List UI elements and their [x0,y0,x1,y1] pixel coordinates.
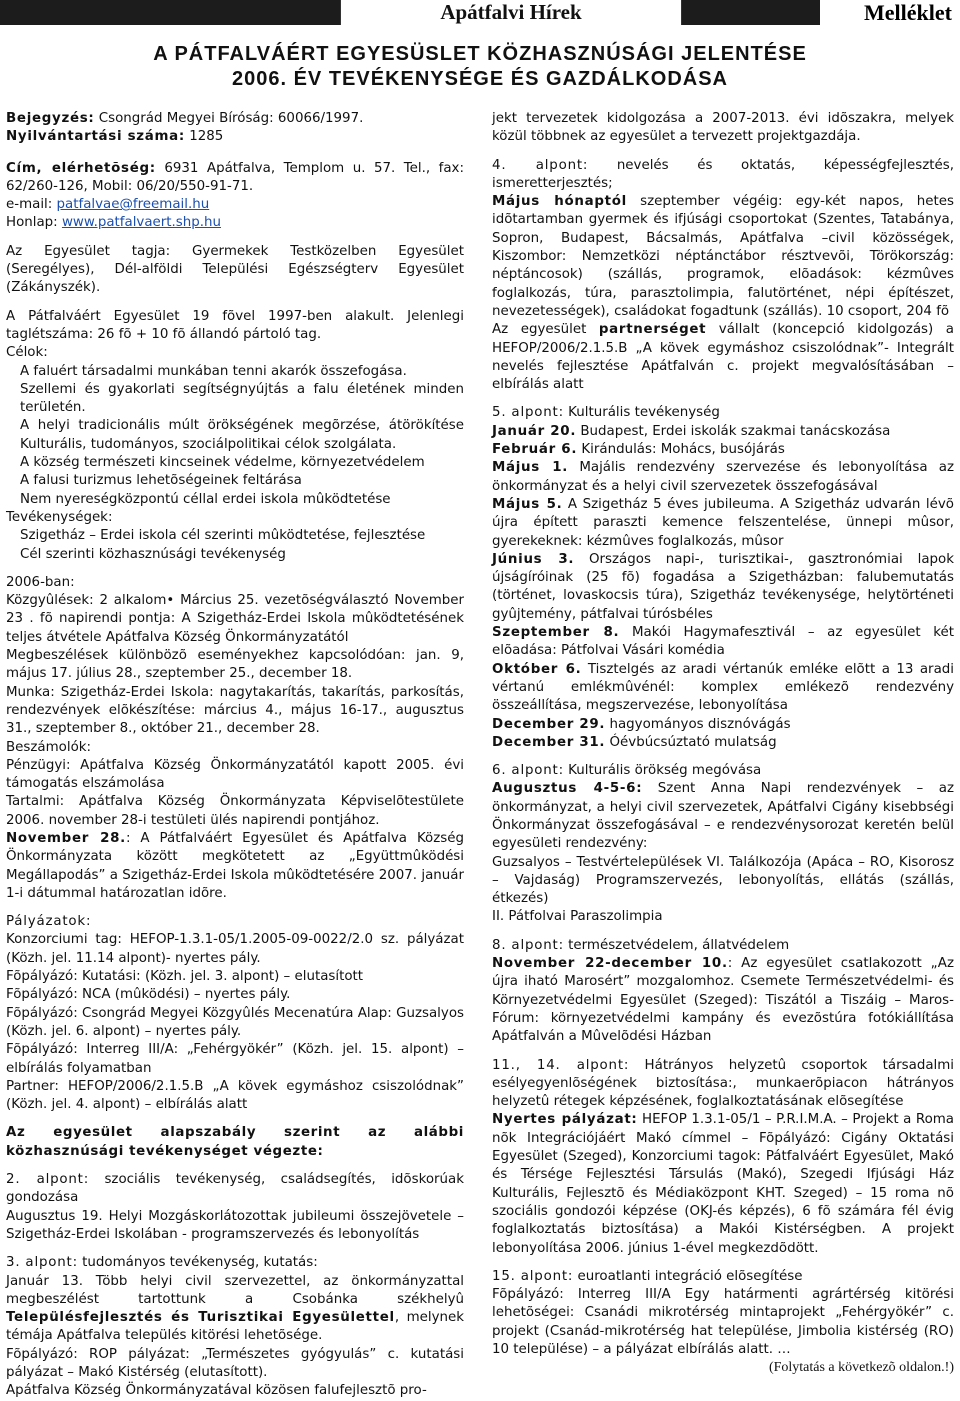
interreg-application: Fõpályázó: Interreg III/A Egy határmenti agrártérség kitörési lehetõségei: Csanádi mikrotérség mintaprojekt „Fehérgyökér” c. projekt (Csanád-mikrotérség hat települése, Jimbolia kistérség (RO) 10 települése) – a pályázat elbírálás alatt. … [492,1287,954,1357]
event-item: Június 3. Országos napi-, turisztikai-, gasztronómiai lapok újságíróinak (25 fõ) fogadása a Szigetházban: falubemutatás (történet, lovaskocsis túra), Szigetház tevékenysége, helytörténeti gyûjtemény, pátfalvai túrósbéles [492,551,954,622]
email-line: e-mail: patfalvae@freemail.hu [6,197,210,213]
goal-item: A helyi tradicionális múlt örökségének megõrzése, átörökítése Kulturális, tudományos, szociálpolitikai célok szolgálata. [20,418,464,452]
work: Munka: Szigetház-Erdei Iskola: nagytakarítás, takarítás, parkosítás, rendezvények elõkészítése: március 4., május 16-17., augusztus 31., szeptember 8., október 21., december 28. [6,684,464,737]
partnership: Az egyesület partnerséget vállalt (koncepció kidolgozás) a HEFOP/2006/2.1.5.B „A kövek egymáshoz csiszolódnak”- Integrált nevelés fejlesztése Apátfalván c. projekt megvalósításában – elbírálás alatt [492,322,954,393]
guzsalyos: Guzsalyos – Testvértelepülések VI. Találkozója (Apáca – RO, Kisorosz – Vajdaság) Programszervezés, lebonyolítás, ellátás (szállás, étkezés) [492,854,954,907]
application-item: Partner: HEFOP/2006/2.1.5.B „A kövek egymáshoz csiszolódnak” (Közh. jel. 4. alpont) – elbírálás alatt [6,1078,464,1113]
goal-item: Szellemi és gyakorlati segítségnyújtás a falu életének minden területén. [20,381,464,416]
website-link[interactable]: www.patfalvaert.shp.hu [61,215,222,231]
winning-application: Nyertes pályázat: HEFOP 1.3.1-05/1 – P.R.I.M.A. – Projekt a Roma nõk Integrációjáért Makó címmel – Fõpályázó: Cigány Oktatási Egyesület (Szeged), Konzorciumi tagok: Pátfalváért Egyesület, Makó és Térsége Fejlesztési Társulás (Makó), Szegedi Ifjúsági Ház Kulturális, Fejlesztõ és Médiaközpont KHT. Szeged) – 15 roma nõ szociális gondozói képzése (OKJ-és képzés), 6 fõ számára fél évig foglalkoztatás biztosítása) a Makói Kistérségben. A projekt lebonyolítása 2006. június 1-ével megkezdõdött. [492,1112,955,1256]
august-events: Augusztus 4-5-6: Szent Anna Napi rendezvények – az önkormányzat, a helyi civil szervezetek, Apátfalvi Cigány kisebbségi Önkormányzat összefogásával – e rendezvénysorozat keretén belül egyesületi rendezvény: [492,781,955,852]
event-item: Május 1. Majális rendezvény szervezése és lebonyolítása az önkormányzat és a helyi civil szervezetek összefogásával [492,460,954,494]
reports-heading: Beszámolók: [6,739,92,755]
email-link[interactable]: patfalvae@freemail.hu [56,197,210,213]
point-2-text: Augusztus 19. Helyi Mozgáskorlátozottak jubileumi összejövetele – Szigetház-Erdei Iskolában - programszervezés és lebonyolítás [6,1208,464,1242]
goal-item: Nem nyereségközpontú céllal erdei iskola mûködtetése [20,491,391,507]
event-item: December 29. hagyományos disznóvágás [492,716,791,732]
newspaper-title: Apátfalvi Hírek [440,0,582,24]
point-8-heading: 8. alpont: természetvédelem, állatvédelem [492,937,790,953]
statute-heading: Az egyesület alapszabály szerint az alábbi közhasznúsági tevékenységet végezte: [6,1125,464,1159]
website-line: Honlap: www.patfalvaert.shp.hu [6,215,222,231]
point-5-heading: 5. alpont: Kulturális tevékenység [492,405,720,421]
activity-item: Szigetház – Erdei iskola cél szerinti mûködtetése, fejlesztése [20,528,426,544]
goal-item: A faluért társadalmi munkában tenni akarók összefogása. [20,363,407,379]
meetings: Megbeszélések különbözõ eseményekhez kapcsolódóan: jan. 9, május 17. július 28., szeptember 25., december 18. [6,648,464,682]
general-assemblies: Közgyûlések: 2 alkalom• Március 25. vezetõségválasztó November 23 . fõ napirendi pontja: A Szigetház-Erdei Iskola mûködtetésének teljes átvétele Apátfalva Község Önkormányzatától [6,593,464,645]
application-item: Fõpályázó: Interreg III/A: „Fehérgyökér” (Közh. jel. 15. alpont) – elbírálás folyamatban [6,1042,464,1076]
goal-item: A falusi turizmus lehetõségeinek feltárása [20,473,302,489]
point-6-heading: 6. alpont: Kulturális örökség megóvása [492,763,762,779]
applications-heading: Pályázatok: [6,914,92,930]
page-header [0,0,960,28]
activities-heading: Tevékenységek: [6,509,113,525]
application-item: Fõpályázó: Csongrád Megyei Közgyûlés Mecenatúra Alap: Guzsalyos (Közh. jel. 6. alpont) – nyertes pály. [6,1005,464,1039]
left-column [6,110,464,1401]
continued-note: (Folytatás a következõ oldalon.!) [768,1360,954,1376]
event-item: Február 6. Kirándulás: Mohács, busójárás [492,442,785,458]
membership: Az Egyesület tagja: Gyermekek Testközelben Egyesület (Seregélyes), Dél-alföldi Települési Egészségterv Egyesület (Zákányszék). [6,243,464,296]
founded: A Pátfalváért Egyesület 19 fõvel 1997-ben alakult. Jelenlegi taglétszáma: 26 fõ + 10 fõ állandó pártoló tag. [6,308,464,342]
report-title-line1: A PÁTFALVÁÉRT EGYESÜSLET KÖZHASZNÚSÁGI JELENTÉSE [153,43,807,65]
november-agreement: November 28.: A Pátfalváért Egyesület és Apátfalva Község Önkormányzata között megkötetett az „Együttmûködési Megállapodás” a Szigetház-Erdei Iskola mûködtetésére 2007. január 1-i dátummal határozatlan idõre. [6,830,464,901]
report-title-line2: 2006. ÉV TEVÉKENYSÉGE ÉS GAZDÁLKODÁSA [231,68,728,90]
event-item: Október 6. Tisztelgés az aradi vértanúk emléke elõtt a 13 aradi vértanú emlékmûvénél: komplex emlékezõ rendezvény összeállítása, megszervezése, lebonyolítása [492,661,954,714]
point-3-text: Január 13. Több helyi civil szervezettel, az önkormányzattal megbeszélést tartottunk a Csobánka székhelyû Településfejlesztés és Turisztikai Egyesülettel, melynek témája Apátfalva település kitörési lehetõsége. [6,1273,465,1344]
financial-report: Pénzügyi: Apátfalva Község Önkormányzatától kapott 2005. évi támogatás elszámolása [6,757,464,792]
application-item: Fõpályázó: NCA (mûködési) – nyertes pály. [6,987,291,1003]
project-continuation: jekt tervezetek kidolgozása a 2007-2013. évi idõszakra, melyek közül többnek az egyesület a tervezett projektgazdája. [492,111,954,145]
application-item: Konzorciumi tag: HEFOP-1.3.1-05/1.2005-09-0022/2.0 sz. pályázat (Közh. jel. 11.14 alpont)- nyertes pály. [6,932,464,966]
content-report: Tartalmi: Apátfalva Község Önkormányzata Képviselõtestülete 2006. november 28-i testületi ülés napirendi pontjához. [6,794,464,828]
activity-item: Cél szerinti közhasznúsági tevékenység [20,546,286,562]
registry-number: Nyilvántartási száma: 1285 [6,129,224,145]
point-3-project: Apátfalva Község Önkormányzatával közösen falufejlesztõ pro- [6,1383,427,1399]
peasant-olympics: II. Pátfolvai Paraszolimpia [492,909,663,925]
maros-campaign: November 22-december 10.: Az egyesület csatlakozott „Az újra iható Marosért” mozgalomhoz. Csemete Természetvédelmi- és Környezetvédelmi Egyesület (Szeged): Tiszától a Tiszáig – Maros-Fórum: környezetvédelmi kampány és evezõstúra fotókiállítása Apátfalván a Mûvelõdési Házban [492,956,954,1045]
year-heading: 2006-ban: [6,574,75,590]
point-4-heading: 4. alpont: nevelés és oktatás, képességfejlesztés, ismeretterjesztés; [492,157,954,191]
goals-heading: Célok: [6,345,48,361]
event-item: Szeptember 8. Makói Hagymafesztivál – az egyesület két elõadása: Pátfolvai Vásári komédia [492,625,954,659]
point-11-heading: 11., 14. alpont: Hátrányos helyzetû csoportok társadalmi esélyegyenlõségének biztosítása:, munkaerõpiacon hátrányos helyzetû rétegek képzésének, foglalkoztatásának elõsegítése [492,1057,955,1110]
registration: Bejegyzés: Csongrád Megyei Bíróság: 60066/1997. [6,111,364,126]
point-2-heading: 2. alpont: szociális tevékenység, családsegítés, idõskorúak gondozása [6,1172,465,1206]
right-column [492,110,954,1378]
event-item: December 31. Óévbúcsúztató mulatság [492,734,777,750]
point-3-rop: Fõpályázó: ROP pályázat: „Természetes gyógyulás” c. kutatási pályázat – Makó Kistérség (elutasított). [6,1346,464,1380]
event-item: Május 5. A Szigetház 5 éves jubileuma. A Szigetház udvarán lévõ újra épített paraszti kemence felszentelése, ünnepi mûsor, gyerekeknek: kézmûves foglalkozás, mûsor [492,496,954,549]
point-3-heading: 3. alpont: tudományos tevékenység, kutatás: [6,1255,318,1271]
header-section-label: Melléklet [864,0,952,25]
header-center-box [340,0,682,25]
may-groups: Május hónaptól szeptember végéig: egy-két napos, hetes idõtartamban gyermek és ifjúsági csoportokat (Szentes, Tatabánya, Sopron, Budapest, Bácsalmás, Apátfalva –civil közösségek, Kiszombor: Nemzetközi néptánctábor résztvevõi, Törökország: néptáncosok) (szállás, programok, elõadások: kézmûves foglalkozás, túra, parasztolimpia, falutörténet, népi építészet, nevezetességek), családokat fogadtunk (szállás). 10 csoport, 204 fõ [492,194,954,319]
event-item: Január 20. Budapest, Erdei iskolák szakmai tanácskozása [492,423,891,439]
goal-item: A község természeti kincseinek védelme, környezetvédelem [20,455,425,471]
address: Cím, elérhetõség: 6931 Apátfalva, Templom u. 57. Tel., fax: 62/260-126, Mobil: 06/20/550-91-71. [6,160,464,194]
point-15-heading: 15. alpont: euroatlanti integráció elõsegítése [492,1268,803,1284]
application-item: Fõpályázó: Kutatási: (Közh. jel. 3. alpont) – elutasított [6,969,364,985]
